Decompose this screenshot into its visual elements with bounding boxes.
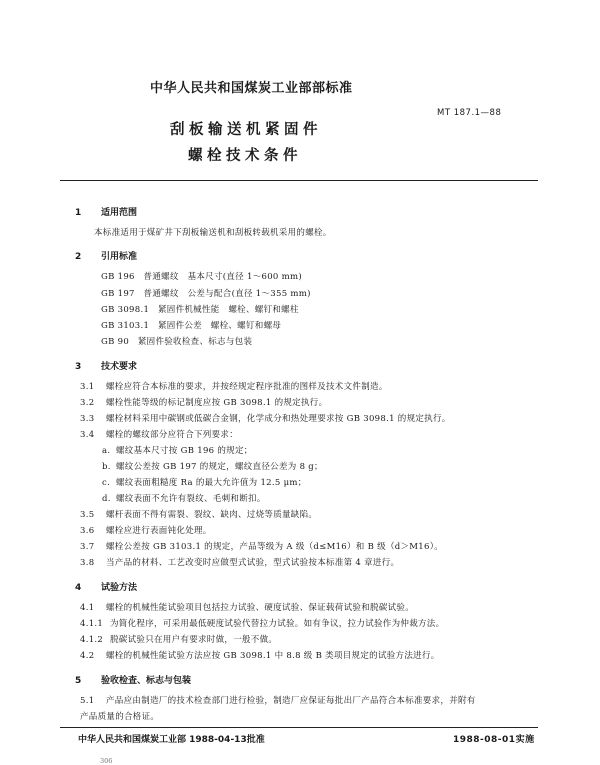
reference-item: GB 90 紧固件验收检查、标志与包装 bbox=[101, 337, 253, 347]
section-1-body: 本标准适用于煤矿井下刮板输送机和刮板转载机采用的螺栓。 bbox=[94, 228, 332, 238]
clause-3-7: 3.7 螺栓公差按 GB 3103.1 的规定，产品等级为 A 级（d≤M16）和 B 级（d＞M16）。 bbox=[80, 542, 444, 552]
clause-3-2: 3.2 螺栓性能等级的标记制度应按 GB 3098.1 的规定执行。 bbox=[80, 398, 328, 408]
section-4-heading: 4 试验方法 bbox=[75, 583, 138, 593]
clause-4-1: 4.1 螺栓的机械性能试验项目包括拉力试验、硬度试验、保证载荷试验和脱碳试验。 bbox=[80, 603, 415, 613]
clause-3-4: 3.4 螺栓的螺纹部分应符合下列要求： bbox=[80, 430, 239, 440]
section-3-heading: 3 技术要求 bbox=[75, 362, 138, 372]
clause-4-1-1: 4.1.1 为简化程序，可采用最低硬度试验代替拉力试验。如有争议，拉力试验作为仲裁方法。 bbox=[80, 619, 445, 629]
standard-code: MT 187.1—88 bbox=[437, 108, 502, 118]
section-1-heading: 1 适用范围 bbox=[75, 208, 138, 218]
reference-item: GB 3098.1 紧固件机械性能 螺栓、螺钉和螺柱 bbox=[101, 305, 299, 315]
clause-5-1-continued: 产品质量的合格证。 bbox=[80, 712, 160, 722]
reference-item: GB 3103.1 紧固件公差 螺栓、螺钉和螺母 bbox=[101, 321, 282, 331]
reference-item: GB 197 普通螺纹 公差与配合(直径 1～355 mm) bbox=[101, 289, 311, 299]
clause-3-8: 3.8 当产品的材料、工艺改变时应做型式试验，型式试验按本标准第 4 章进行。 bbox=[80, 558, 400, 568]
clause-3-4-item: b. 螺纹公差按 GB 197 的规定，螺纹直径公差为 8 g； bbox=[102, 462, 323, 472]
page-number: 306 bbox=[100, 757, 113, 765]
clause-3-5: 3.5 螺杆表面不得有需裂、裂纹、缺肉、过烧等质量缺陷。 bbox=[80, 510, 318, 520]
approval-line: 中华人民共和国煤炭工业部 1988-04-13批准 bbox=[78, 735, 265, 745]
clause-3-4-item: a. 螺纹基本尺寸按 GB 196 的规定； bbox=[102, 446, 253, 456]
clause-3-1: 3.1 螺栓应符合本标准的要求，并按经规定程序批准的图样及技术文件制造。 bbox=[80, 382, 388, 392]
issuing-agency: 中华人民共和国煤炭工业部部标准 bbox=[150, 81, 353, 96]
clause-3-4-item: d. 螺纹表面不允许有裂纹、毛刺和断扣。 bbox=[102, 494, 266, 504]
clause-3-6: 3.6 螺栓应进行表面钝化处理。 bbox=[80, 526, 212, 536]
effective-date: 1988-08-01实施 bbox=[453, 735, 535, 745]
clause-4-2: 4.2 螺栓的机械性能试验方法应按 GB 3098.1 中 8.8 级 B 类项目规定的试验方法进行。 bbox=[80, 651, 440, 661]
footer-divider bbox=[60, 727, 538, 728]
document-title-line1: 刮板输送机紧固件 bbox=[170, 122, 322, 138]
clause-3-4-item: c. 螺纹表面粗糙度 Ra 的最大允许值为 12.5 μm； bbox=[102, 478, 307, 488]
clause-4-1-2: 4.1.2 脱碳试验只在用户有要求时做，一般不做。 bbox=[80, 635, 278, 645]
section-5-heading: 5 验收检查、标志与包装 bbox=[75, 676, 192, 686]
clause-5-1: 5.1 产品应由制造厂的技术检查部门进行检验，制造厂应保证每批出厂产品符合本标准要求，并附有 bbox=[80, 696, 476, 706]
clause-3-3: 3.3 螺栓材料采用中碳钢或低碳合金钢，化学成分和热处理要求按 GB 3098.1 的规定执行。 bbox=[80, 414, 451, 424]
header-divider bbox=[60, 180, 538, 181]
reference-item: GB 196 普通螺纹 基本尺寸(直径 1～600 mm) bbox=[101, 272, 302, 282]
section-2-heading: 2 引用标准 bbox=[75, 252, 138, 262]
document-title-line2: 螺栓技术条件 bbox=[188, 148, 302, 164]
